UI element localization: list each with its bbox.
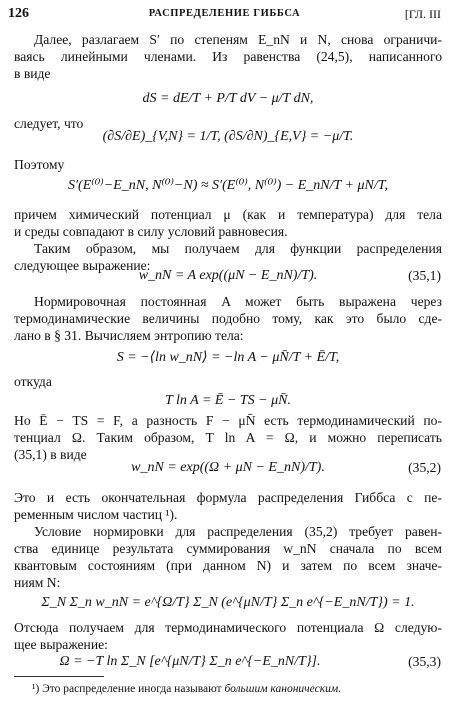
paragraph-line: Нормировочная постоянная A может быть выражена через <box>34 294 442 309</box>
paragraph-line: Таким образом, мы получаем для функции распределения <box>34 241 442 256</box>
paragraph-line: Это и есть окончательная формула распределения Гиббса с пе- <box>14 490 442 505</box>
equation-tlna: T ln A = Ē − TS − μN̄. <box>164 393 291 408</box>
equation-35-2: w_nN = exp((Ω + μN − E_nN)/T). <box>131 460 325 475</box>
running-header <box>8 6 441 24</box>
paragraph-line: ременным числом частиц ¹). <box>14 507 178 522</box>
paragraph-line: следует, что <box>14 116 84 131</box>
equation-35-3: Ω = −T ln Σ_N [e^{μN/T} Σ_n e^{−E_nN/T}]. <box>59 654 321 669</box>
equation-partials: (∂S/∂E)_{V,N} = 1/T, (∂S/∂N)_{E,V} = −μ/T. <box>102 129 354 144</box>
equation-number: (35,3) <box>408 654 441 669</box>
chapter-label: [ГЛ. III <box>404 7 441 21</box>
paragraph-line: следующее выражение: <box>14 258 151 273</box>
page-number: 126 <box>8 6 29 21</box>
paragraph-line: ваясь линейными членами. Из равенства (24,5), написанного <box>14 49 442 64</box>
paragraph-line: (35,1) в виде <box>14 447 87 462</box>
running-title: РАСПРЕДЕЛЕНИЕ ГИББСА <box>148 8 301 19</box>
footnote-rule <box>14 676 104 677</box>
equation-expansion: S′(E⁽⁰⁾−E_nN, N⁽⁰⁾−N) ≈ S′(E⁽⁰⁾, N⁽⁰⁾) − E_nN/T + μN/T, <box>67 178 389 193</box>
paragraph-line: лано в § 31. Вычисляем энтропию тела: <box>14 328 244 343</box>
paragraph-line: и среды совпадают в силу условий равновесия. <box>14 224 288 239</box>
equation-35-1: w_nN = A exp((μN − E_nN)/T). <box>138 268 318 283</box>
paragraph-line: причем химический потенциал μ (как и температура) для тела <box>14 207 442 222</box>
equation-number: (35,2) <box>408 460 441 475</box>
equation-ds: dS = dE/T + P/T dV − μ/T dN, <box>142 91 314 106</box>
equation-number: (35,1) <box>408 268 441 283</box>
paragraph-line: в виде <box>14 66 51 81</box>
footnote-mark: ¹) <box>32 683 40 695</box>
footnote-text: Это распределение иногда называют <box>42 683 222 695</box>
paragraph-line: Условие нормировки для распределения (35,2) требует равен- <box>34 524 442 539</box>
footnote-emphasis: большим каноническим. <box>224 683 342 695</box>
equation-normalization: Σ_N Σ_n w_nN = e^{Ω/T} Σ_N (e^{μN/T} Σ_n e^{−E_nN/T}) = 1. <box>41 595 415 610</box>
paragraph-line: Отсюда получаем для термодинамического потенциала Ω следую- <box>14 620 442 635</box>
paragraph-line: тенциал Ω. Таким образом, T ln A = Ω, и можно переписать <box>14 430 442 445</box>
paragraph-line: Далее, разлагаем S′ по степеням E_nN и N, снова ограничи- <box>34 32 442 47</box>
paragraph-line: ниям N: <box>14 575 61 590</box>
paragraph-line: щее выражение: <box>14 637 108 652</box>
paragraph-line: откуда <box>14 374 52 389</box>
paragraph-line: ства единице результата суммирования w_nN сначала по всем <box>14 541 442 556</box>
paragraph-line: термодинамические величины подобно тому, как это было сде- <box>14 311 442 326</box>
footnote <box>32 683 341 695</box>
paragraph-line: квантовым состояниям (при данном N) и затем по всем значе- <box>14 558 442 573</box>
paragraph-line: Но Ē − TS = F, а разность F − μN̄ есть термодинамический по- <box>14 413 442 428</box>
paragraph-line: Поэтому <box>14 157 65 172</box>
equation-entropy: S = −⟨ln w_nN⟩ = −ln A − μN̄/T + Ē/T, <box>116 350 340 365</box>
